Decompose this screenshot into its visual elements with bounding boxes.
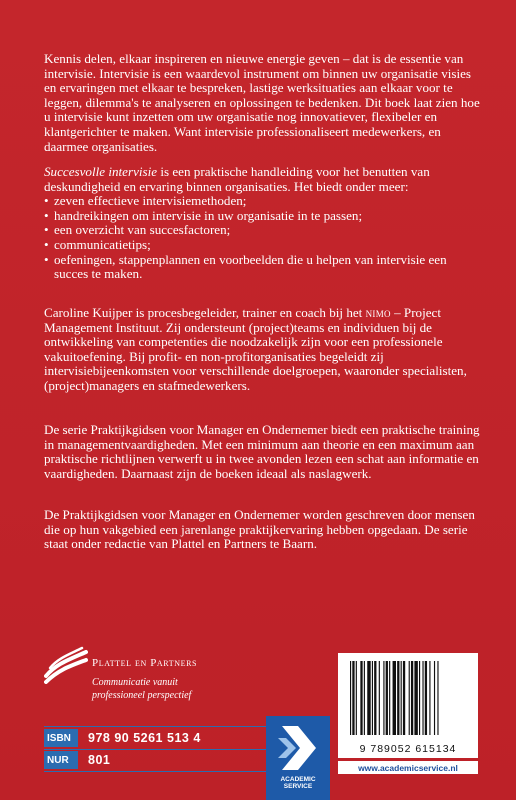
barcode-bar [422, 661, 423, 735]
list-item: • zeven effectieve intervisiemethoden; [44, 194, 482, 209]
barcode-bar [379, 661, 380, 735]
barcode-bar [360, 661, 362, 735]
nur-row [44, 749, 201, 771]
barcode-bar [356, 661, 357, 735]
website-url: www.academicservice.nl [338, 761, 478, 774]
imprint-logo [266, 716, 330, 800]
barcode-bar [364, 661, 365, 735]
barcode-bar [425, 661, 427, 735]
list-item: • handreikingen om intervisie in uw organisatie in te passen; [44, 209, 482, 224]
barcode-bar [393, 661, 396, 735]
barcode-bar [434, 661, 435, 735]
description-text [44, 165, 482, 194]
barcode-number: 9 789052 615134 [359, 743, 457, 755]
isbn-label: ISBN [44, 729, 78, 747]
barcode-bar [401, 661, 402, 735]
series-text-2: De Praktijkgidsen voor Manager en Ondernemer worden geschreven door mensen die op hun vakgebied een jarenlange praktijkervaring hebben opgedaan. De serie staat onder redactie van Plattel en Partners te Baarn. [44, 507, 475, 552]
barcode-bar [419, 661, 420, 735]
divider [44, 771, 274, 772]
series-intro [44, 423, 482, 481]
barcode-bar [411, 661, 413, 735]
list-item: • een overzicht van succesfactoren; [44, 223, 482, 238]
intro-paragraph [44, 52, 482, 154]
publisher-logo-icon [44, 646, 88, 684]
barcode-bar [437, 661, 438, 735]
series-text-1: De serie Praktijkgidsen voor Manager en Ondernemer biedt een praktische training in managementvaardigheden. Met een minimum aan theorie en een maximum aan praktische richtlijnen verwerft u in twee avonden lezen een schat aan informatie en vaardigheden. Daarnaast zijn de boeken ideaal als naslagwerk. [44, 422, 480, 481]
barcode-bar [397, 661, 399, 735]
barcode-bar [389, 661, 390, 735]
nur-value: 801 [88, 753, 111, 767]
publisher-tagline: Communicatie vanuit professioneel perspectief [92, 677, 192, 701]
list-item: • communicatietips; [44, 238, 482, 253]
divider [44, 749, 274, 750]
list-item: • oefeningen, stappenplannen en voorbeelden die u helpen van intervisie een succes te maken. [44, 253, 482, 282]
description-rest: is een praktische handleiding voor het benutten van deskundigheid en ervaring binnen organisaties. Het biedt onder meer: [44, 164, 430, 194]
barcode-bar [429, 661, 430, 735]
description-section [44, 165, 482, 282]
barcode-bar [409, 661, 410, 735]
chevron-logo-icon [274, 722, 322, 774]
imprint-name: ACADEMIC SERVICE [280, 776, 316, 790]
book-title: Succesvolle intervisie [44, 164, 158, 179]
feature-list [44, 194, 482, 282]
barcode [338, 653, 478, 758]
barcode-bar [386, 661, 388, 735]
isbn-row [44, 727, 201, 749]
barcode-bar [374, 661, 376, 735]
author-bio [44, 306, 482, 394]
org-name: nimo [365, 305, 391, 320]
author-text: Caroline Kuijper is procesbegeleider, trainer en coach bij het nimo – Project Management Instituut. Zij ondersteunt (project)teams en individuen bij de ontwikkeling van competenties die noodzakelijk zijn voor een professionele vakuitoefening. Bij profit- en non-profitorganisaties begeleidt zij intervisiebijeenkomsten voor verschillende doelgroepen, waaronder specialisten, (project)managers en stafmedewerkers. [44, 305, 467, 393]
barcode-icon [338, 653, 478, 741]
barcode-bar [350, 661, 351, 735]
nur-label: NUR [44, 751, 78, 769]
barcode-bar [352, 661, 354, 735]
intro-text: Kennis delen, elkaar inspireren en nieuwe energie geven – dat is de essentie van intervisie. Intervisie is een waardevol instrument om binnen uw organisatie visies en ervaringen met elkaar te bespreken, lastige werksituaties aan elkaar voor te leggen, dilemma's te analyseren en oplossingen te bedenken. Dit boek laat zien hoe u intervisie kunt inzetten om uw organisatie nog innovatiever, flexibeler en klantgerichter te maken. Want intervisie professionaliseert medewerkers, en daarmee organisaties. [44, 51, 480, 154]
isbn-value: 978 90 5261 513 4 [88, 731, 201, 745]
barcode-bar [403, 661, 405, 735]
publisher-name: Plattel en Partners [92, 657, 198, 669]
barcode-bar [414, 661, 417, 735]
series-authors [44, 508, 482, 552]
barcode-bar [372, 661, 373, 735]
barcode-bar [383, 661, 384, 735]
barcode-bar [367, 661, 370, 735]
